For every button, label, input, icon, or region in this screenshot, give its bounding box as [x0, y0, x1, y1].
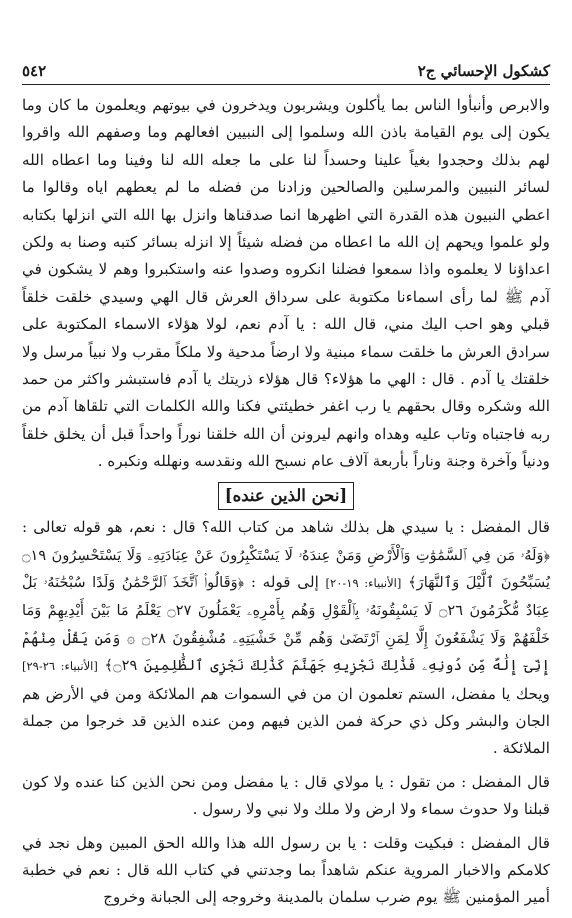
quran-verse-1: ﴿وَلَهُۥ مَن فِي ٱلسَّمَٰوَٰتِ وَٱلْأَرْضِ وَمَنْ عِندَهُۥ لَا يَسْتَكْبِرُونَ عَنْ عِبَادَتِهِۦ وَلَا يَسْتَحْسِرُونَ ۝١٩ يُسَبِّحُونَ ٱلَّيْلَ وَٱلنَّهَارَ﴾ [22, 546, 551, 591]
verse-reference-2: [الأنبياء: ٢٦-٢٩] [22, 659, 98, 674]
verse-connector: إلى قوله : [250, 572, 319, 591]
section-heading [22, 482, 550, 510]
page-number: ٥٤٢ [22, 62, 47, 80]
mufaddal-intro: قال المفضل : يا سيدي هل بذلك شاهد من كتاب الله؟ قال : نعم، هو قوله تعالى : [22, 518, 550, 537]
verse-reference-1: [الأنبياء: ١٩-٢٠] [325, 575, 402, 590]
header-rule [22, 84, 550, 85]
page-body [22, 92, 550, 918]
paragraph-who-we-are: قال المفضل : من تقول : يا مولاي قال : يا مفضل ومن نحن الذين كنا عنده ولا كون قبلنا ولا حدوث سماء ولا ارض ولا ملك ولا نبي ولا رسول . [22, 772, 550, 819]
mufaddal-outro: ويحك يا مفضل، الستم تعلمون ان من في السموات هم الملائكة ومن في الأرض هم الجان والبشر وكل ذي حركة فمن الذين فيهم ومن عنده الذين قد خرجوا من جملة الملائكة . [22, 684, 550, 758]
section-heading-text: [نحن الذين عنده] [218, 482, 354, 510]
quran-verse-2: ﴿وَقَالُوا۟ ٱتَّخَذَ ٱلرَّحْمَٰنُ وَلَدًا سُبْحَٰنَهُۥ بَلْ عِبَادٌ مُّكْرَمُونَ ۝٢٦ لَا يَسْبِقُونَهُۥ بِٱلْقَوْلِ وَهُم بِأَمْرِهِۦ يَعْمَلُونَ ۝٢٧ يَعْلَمُ مَا بَيْنَ أَيْدِيهِمْ وَمَا خَلْفَهُمْ وَلَا يَشْفَعُونَ إِلَّا لِمَنِ ٱرْتَضَىٰ وَهُم مِّنْ خَشْيَتِهِۦ مُشْفِقُونَ ۝٢٨ ۞ وَمَن يَقُلْ مِنْهُمْ إِنِّىٓ إِلَٰهٌ مِّن دُونِهِۦ فَذَٰلِكَ نَجْزِيهِ جَهَنَّمَ كَذَٰلِكَ نَجْزِى ٱلظَّٰلِمِينَ ۝٢٩﴾ [22, 573, 550, 675]
page-header [22, 54, 550, 80]
paragraph-weeping: قال المفضل : فبكيت وقلت : يا بن رسول الله هذا والله الحق المبين وهل نجد في كلامكم والاخبار المروية عنكم شاهداً بما وجدتني في كتاب الله قال : نعم في خطبة أمير المؤمنين ﷺ يوم ضرب سلمان بالمدينة وخروجه إلى الجبانة وخروج [22, 833, 550, 907]
paragraph-mufaddal-question [22, 514, 550, 763]
paragraph-opening: والابرص وأنبأوا الناس بما يأكلون ويشربون ويدخرون في بيوتهم ويعلمون ما كان وما يكون إلى يوم القيامة باذن الله وسلموا إلى النبيين افعالهم وما وصفهم الله واقروا لهم بذلك وحجدوا بغياً علينا وحسداً لنا على ما جعله الله لنا وفينا وما اعطاه الله لسائر النبيين والمرسلين والصالحين وزادنا من فضله ما لم يعطهم اياه وقالوا ما اعطي النبيون هذه القدرة التي اظهرها انما صدقناها وانزل بها الله التي انزلها بكتابه ولو علموا ويحهم إن الله ما اعطاه من فضله شيئاً إلا انزله بسائر كتبه وصنا به ولكن اعداؤنا لا يعلموه واذا سمعوا فضلنا انكروه وصدوا عنه واستكبروا وهم لا يشكون في آدم ﷺ لما رأى اسماءنا مكتوبة على سرداق العرش قال الهي وسيدي خلقت خلقاً قبلي وهو احب اليك مني، قال الله : يا آدم نعم، لولا هؤلاء الاسماء المكتوبة على سرادق العرش ما خلقت سماء مبنية ولا ارضاً مدحية ولا ملكاً مقرب ولا نبياً مرسل ولا خلقتك يا آدم . قال : الهي ما هؤلاء؟ قال هؤلاء ذريتك يا آدم فاستبشر واكثر من حمد الله وشكره وقال بحقهم يا رب اغفر خطيئتي فكنا والله الكلمات التي تلقاها آدم من ربه فاجتباه وتاب عليه وهداه وانهم ليرونن أن الله خلقنا نوراً واحداً قبل أن يخلق خلقاً ودنياً وآخرة وجنة وناراً بأربعة آلاف عام نسبح الله ونقدسه ونهلله ونكبره . [22, 96, 550, 471]
book-title: كشكول الإحسائي ج٢ [417, 62, 550, 80]
